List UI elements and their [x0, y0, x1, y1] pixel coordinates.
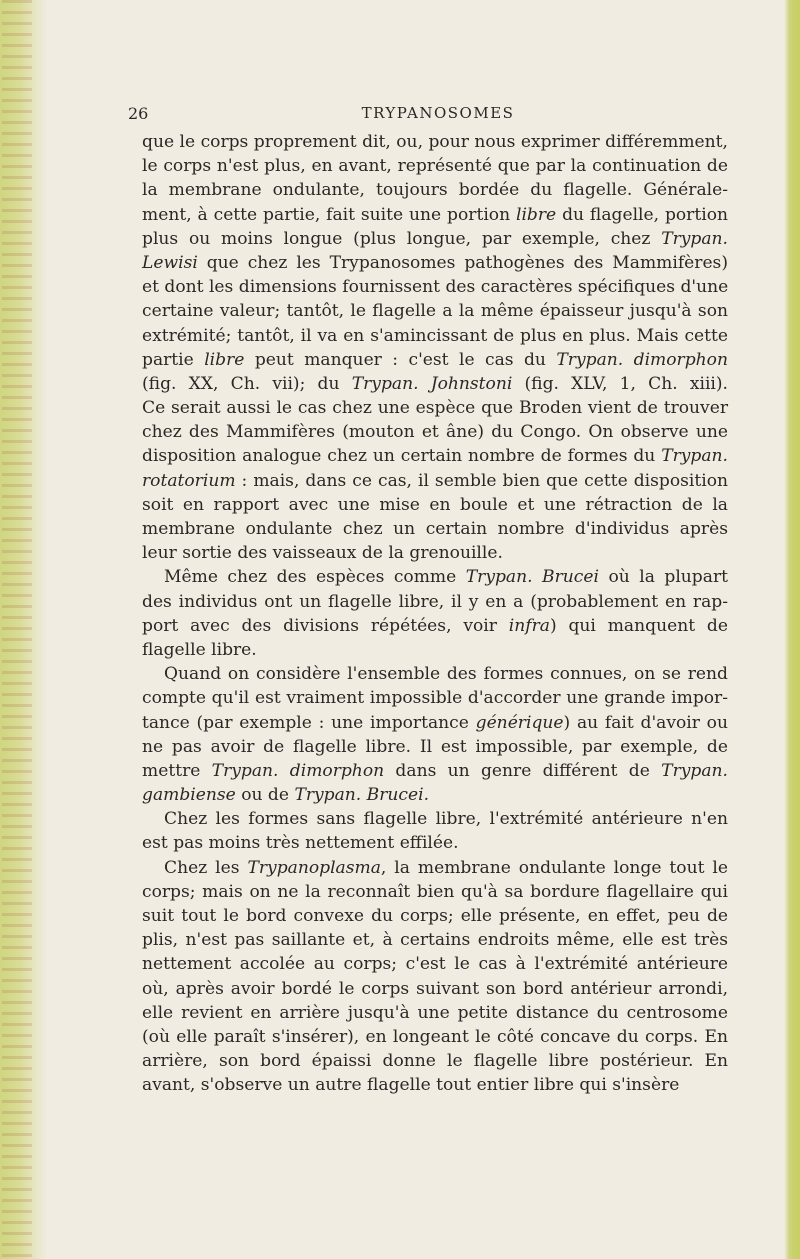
- text-line: [142, 130, 728, 154]
- text-line: [142, 952, 728, 976]
- text-segment: chez des Mammifères (mouton et âne) du Congo. On observe une: [142, 422, 728, 443]
- text-segment: leur sortie des vaisseaux de la grenouille.: [142, 543, 503, 564]
- text-line: [142, 1001, 728, 1025]
- text-segment: est pas moins très nettement effilée.: [142, 833, 459, 854]
- text-line: [142, 638, 728, 662]
- text-line: [142, 783, 728, 807]
- text-segment: port avec des divisions répétées, voir: [142, 615, 509, 636]
- text-segment: nettement accolée au corps; c'est le cas à l'extrémité antérieure: [142, 954, 728, 975]
- body-text: [142, 130, 728, 1098]
- text-segment: , la membrane ondulante longe tout le: [380, 857, 728, 878]
- text-line: [142, 565, 728, 589]
- italic-text: Trypan. Brucei.: [294, 785, 430, 806]
- text-segment: disposition analogue chez un certain nombre de formes du: [142, 446, 662, 467]
- text-segment: Même chez des espèces comme: [164, 567, 466, 588]
- text-line: [142, 541, 728, 565]
- text-segment: extrémité; tantôt, il va en s'amincissant de plus en plus. Mais cette: [142, 325, 728, 346]
- text-segment: du flagelle, portion: [556, 204, 728, 225]
- text-segment: ) qui manquent de: [549, 615, 728, 636]
- text-line: [142, 275, 728, 299]
- italic-text: rotatorium: [142, 470, 236, 491]
- text-line: [142, 807, 728, 831]
- text-segment: corps; mais on ne la reconnaît bien qu'à sa bordure flagellaire qui: [142, 881, 728, 902]
- text-line: [142, 372, 728, 396]
- text-segment: plis, n'est pas saillante et, à certains endroits même, elle est très: [142, 930, 728, 951]
- text-segment: plus ou moins longue (plus longue, par exemple, chez: [142, 228, 662, 249]
- text-segment: ou de: [235, 785, 295, 806]
- text-segment: elle revient en arrière jusqu'à une petite distance du centrosome: [142, 1002, 728, 1023]
- text-segment: (fig. XLV, 1, Ch. xiii).: [512, 373, 728, 394]
- text-line: [142, 324, 728, 348]
- text-line: [142, 1049, 728, 1073]
- italic-text: Trypanoplasma: [247, 857, 381, 878]
- text-line: [142, 1073, 728, 1097]
- page-number: 26: [128, 104, 149, 123]
- text-segment: que chez les Trypanosomes pathogènes des Mammifères): [197, 252, 728, 273]
- text-line: [142, 299, 728, 323]
- text-line: [142, 735, 728, 759]
- text-line: [142, 904, 728, 928]
- italic-text: libre: [204, 349, 245, 370]
- text-segment: tance (par exemple : une importance: [142, 712, 476, 733]
- text-line: [142, 662, 728, 686]
- text-line: [142, 977, 728, 1001]
- italic-text: Trypan.: [661, 228, 728, 249]
- text-segment: membrane ondulante chez un certain nombre d'individus après: [142, 519, 728, 539]
- text-segment: que le corps proprement dit, ou, pour nous exprimer différemment,: [142, 132, 728, 152]
- text-line: [142, 517, 728, 541]
- text-line: [142, 227, 728, 251]
- text-segment: dans un genre différent de: [384, 760, 662, 781]
- text-segment: Ce serait aussi le cas chez une espèce que Broden vient de trouver: [142, 398, 728, 419]
- text-line: [142, 444, 728, 468]
- text-segment: ) au fait d'avoir ou: [563, 712, 728, 733]
- italic-text: Lewisi: [142, 252, 198, 273]
- text-segment: le corps n'est plus, en avant, représenté que par la continuation de: [142, 156, 728, 177]
- text-line: [142, 348, 728, 372]
- page-edge: [784, 0, 800, 1259]
- text-segment: où la plupart: [598, 567, 728, 588]
- text-segment: avant, s'observe un autre flagelle tout entier libre qui s'insère: [142, 1075, 680, 1096]
- italic-text: Trypan. Johnstoni: [351, 373, 513, 394]
- italic-text: gambiense: [142, 785, 236, 806]
- text-segment: : mais, dans ce cas, il semble bien que cette disposition: [235, 470, 728, 491]
- text-segment: flagelle libre.: [142, 639, 257, 660]
- text-segment: ment, à cette partie, fait suite une portion: [142, 204, 516, 225]
- text-line: [142, 711, 728, 735]
- text-segment: (où elle paraît s'insérer), en longeant le côté concave du corps. En: [142, 1026, 728, 1047]
- text-segment: Chez les formes sans flagelle libre, l'extrémité antérieure n'en: [164, 809, 728, 830]
- italic-text: Trypan.: [661, 446, 728, 467]
- text-line: [142, 856, 728, 880]
- text-line: [142, 1025, 728, 1049]
- text-line: [142, 251, 728, 275]
- text-line: [142, 203, 728, 227]
- page-header: [128, 104, 728, 130]
- text-segment: où, après avoir bordé le corps suivant son bord antérieur arrondi,: [142, 978, 728, 999]
- text-segment: Quand on considère l'ensemble des formes connues, on se rend: [164, 664, 728, 685]
- italic-text: libre: [516, 204, 557, 225]
- text-segment: compte qu'il est vraiment impossible d'accorder une grande impor-: [142, 688, 728, 709]
- text-segment: des individus ont un flagelle libre, il y en a (probablement en rap-: [142, 591, 728, 612]
- text-segment: partie: [142, 349, 205, 370]
- italic-text: Trypan. Brucei: [465, 567, 599, 588]
- text-line: [142, 590, 728, 614]
- text-line: [142, 831, 728, 855]
- text-segment: la membrane ondulante, toujours bordée du flagelle. Générale-: [142, 180, 728, 201]
- text-line: [142, 493, 728, 517]
- text-line: [142, 420, 728, 444]
- text-line: [142, 469, 728, 493]
- text-line: [142, 759, 728, 783]
- text-segment: certaine valeur; tantôt, le flagelle a la même épaisseur jusqu'à son: [142, 301, 728, 322]
- text-line: [142, 614, 728, 638]
- text-line: [142, 686, 728, 710]
- italic-text: Trypan.: [661, 760, 728, 781]
- binding-edge: [0, 0, 48, 1259]
- text-segment: (fig. XX, Ch. vii); du: [142, 373, 352, 394]
- text-segment: et dont les dimensions fournissent des caractères spécifiques d'une: [142, 277, 729, 298]
- italic-text: infra: [508, 615, 550, 636]
- text-line: [142, 928, 728, 952]
- text-segment: ne pas avoir de flagelle libre. Il est impossible, par exemple, de: [142, 736, 728, 757]
- text-line: [142, 154, 728, 178]
- running-title: TRYPANOSOMES: [361, 104, 515, 122]
- text-segment: peut manquer : c'est le cas du: [244, 349, 557, 370]
- text-segment: suit tout le bord convexe du corps; elle présente, en effet, peu de: [142, 906, 728, 926]
- text-line: [142, 880, 728, 904]
- text-segment: arrière, son bord épaissi donne le flagelle libre postérieur. En: [142, 1051, 728, 1072]
- italic-text: générique: [475, 712, 564, 733]
- italic-text: Trypan. dimorphon: [211, 760, 385, 781]
- text-segment: mettre: [142, 760, 212, 781]
- italic-text: Trypan. dimorphon: [556, 349, 728, 370]
- text-line: [142, 396, 728, 420]
- text-segment: soit en rapport avec une mise en boule et une rétraction de la: [142, 494, 728, 515]
- text-segment: Chez les: [164, 857, 248, 878]
- text-line: [142, 178, 728, 202]
